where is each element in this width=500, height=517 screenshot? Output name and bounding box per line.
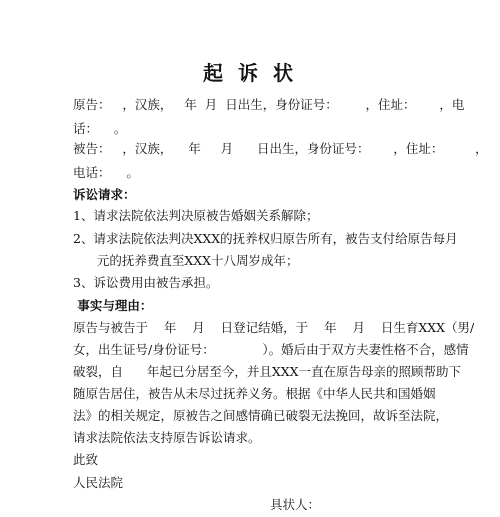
facts-line-6: 请求法院依法支持原告诉讼请求。 <box>73 430 261 445</box>
signature-label: 具状人： <box>270 497 321 512</box>
claims-heading: 诉讼请求： <box>73 187 136 202</box>
facts-line-2: 女，出生证号/身份证号： ）。婚后由于双方夫妻性格不合，感情 <box>73 342 469 357</box>
facts-line-4: 随原告居住，被告从未尽过抚养义务。根据《中华人民共和国婚姻 <box>73 386 436 401</box>
document-title: 起 诉 状 <box>203 61 297 85</box>
claim-1: 1、请求法院依法判决原被告婚姻关系解除； <box>73 208 319 223</box>
claim-3: 3、诉讼费用由被告承担。 <box>73 275 219 290</box>
defendant-line-2: 电话： 。 <box>73 165 139 180</box>
facts-heading: 事实与理由： <box>73 298 153 313</box>
facts-line-1: 原告与被告于 年 月 日登记结婚，于 年 月 日生育XXX（男/ <box>73 320 475 335</box>
facts-line-5: 法》的相关规定，原被告之间感情确已破裂无法挽回，故诉至法院， <box>73 408 449 423</box>
plaintiff-line-2: 话： 。 <box>73 121 127 136</box>
closing-text: 此致 <box>73 452 99 467</box>
claim-2-line-2: 元的抚养费直至XXX十八周岁成年； <box>73 253 299 268</box>
defendant-line-1: 被告： ，汉族， 年 月 日出生，身份证号： ，住址： ， <box>73 141 488 156</box>
facts-line-3: 破裂，自 年起已分居至今，并且XXX一直在原告母亲的照顾帮助下 <box>73 364 462 379</box>
plaintiff-line-1: 原告： ，汉族， 年 月 日出生，身份证号： ，住址： ，电 <box>73 97 465 112</box>
court-name: 人民法院 <box>73 475 124 490</box>
claim-2-line-1: 2、请求法院依法判决XXX的抚养权归原告所有，被告支付给原告每月 <box>73 231 458 246</box>
